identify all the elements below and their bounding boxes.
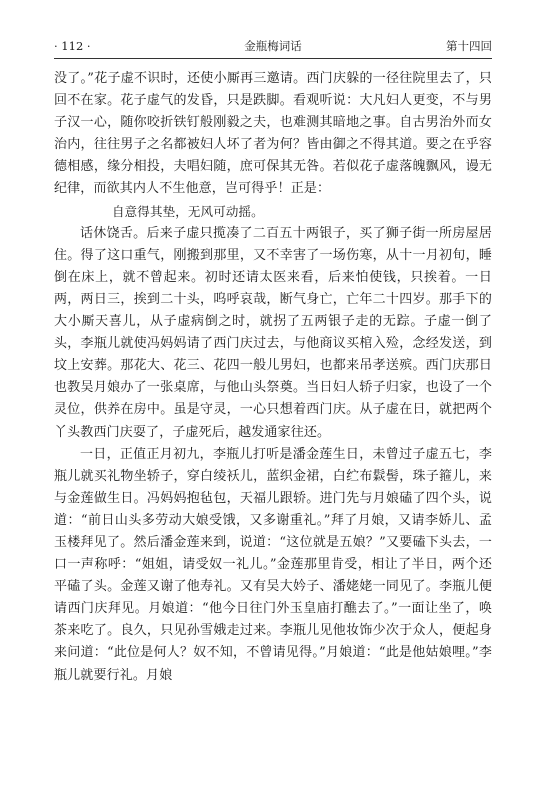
running-header xyxy=(54,36,492,56)
header-rule xyxy=(54,58,492,59)
page-number: · 112 · xyxy=(54,39,91,53)
verse-line: 自意得其垫，无风可动摇。 xyxy=(112,203,264,219)
paragraph: 一日，正值正月初九，李瓶儿打听是潘金莲生日，未曾过子虚五七，李瓶儿就买礼物坐轿子，穿白绫袄儿，蓝织金裙，白纻布鬏髻，珠子箍儿，来与金莲做生日。冯妈妈抱毡包，天福儿跟轿。进门先与月娘磕了四个头，说道：“前日山头多劳动大娘受饿，又多谢重礼。”拜了月娘，又请李娇儿、孟玉楼拜见了。然后潘金莲来到，说道：“这位就是五娘？”又要磕下头去，一口一声称呼：“姐姐，请受奴一礼儿。”金莲那里肯受，相让了半日，两个还平磕了头。金莲又谢了他寿礼。又有吴大妗子、潘姥姥一同见了。李瓶儿便请西门庆拜见。月娘道：“他今日往门外玉皇庙打醮去了。”一面让坐了，唤茶来吃了。良久，只见孙雪娥走过来。李瓶儿见他妆饰少次于众人，便起身来问道：“此位是何人？奴不知，不曾请见得。”月娘道：“此是他姑娘哩。”李瓶儿就要行礼。月娘 xyxy=(54,446,492,683)
book-title: 金瓶梅词话 xyxy=(244,39,302,53)
paragraph: 话休饶舌。后来子虚只揽凑了二百五十两银子，买了狮子街一所房屋居住。得了这口重气，刚搬到那里，又不幸害了一场伤寒，从十一月初旬，睡倒在床上，就不曾起来。初时还请太医来看，后来怕使钱，只挨着。一日两，两日三，挨到二十头，呜呼哀哉，断气身亡，亡年二十四岁。那手下的大小厮天喜儿，从子虚病倒之时，就拐了五两银子走的无踪。子虚一倒了头，李瓶儿就使冯妈妈请了西门庆过去，与他商议买棺入殓，念经发送，到坟上安葬。那花大、花三、花四一般儿男妇，也都来吊孝送殡。西门庆那日也教吴月娘办了一张桌席，与他山头祭奠。当日妇人轿子归家，也设了一个灵位，供养在房中。虽是守灵，一心只想着西门庆。从子虚在日，就把两个丫头教西门庆耍了，子虚死后，越发通家往还。 xyxy=(54,225,492,440)
page-body xyxy=(54,68,492,687)
chapter-title: 第十四回 xyxy=(446,39,492,53)
paragraph-continued: 没了。”花子虚不识时，还使小厮再三邀请。西门庆躲的一径往院里去了，只回不在家。花子虚气的发昏，只是跌脚。看观听说：大凡妇人更变，不与男子汉一心，随你咬折铁钉般刚毅之夫，也难测其暗地之事。自古男治外而女治内，往往男子之名都被妇人坏了者为何？皆由御之不得其道。要之在乎容德相感，缘分相投，夫唱妇随，庶可保其无咎。若似花子虚落魄飘风，谩无纪律，而欲其内人不生他意，岂可得乎！正是： xyxy=(54,71,492,197)
